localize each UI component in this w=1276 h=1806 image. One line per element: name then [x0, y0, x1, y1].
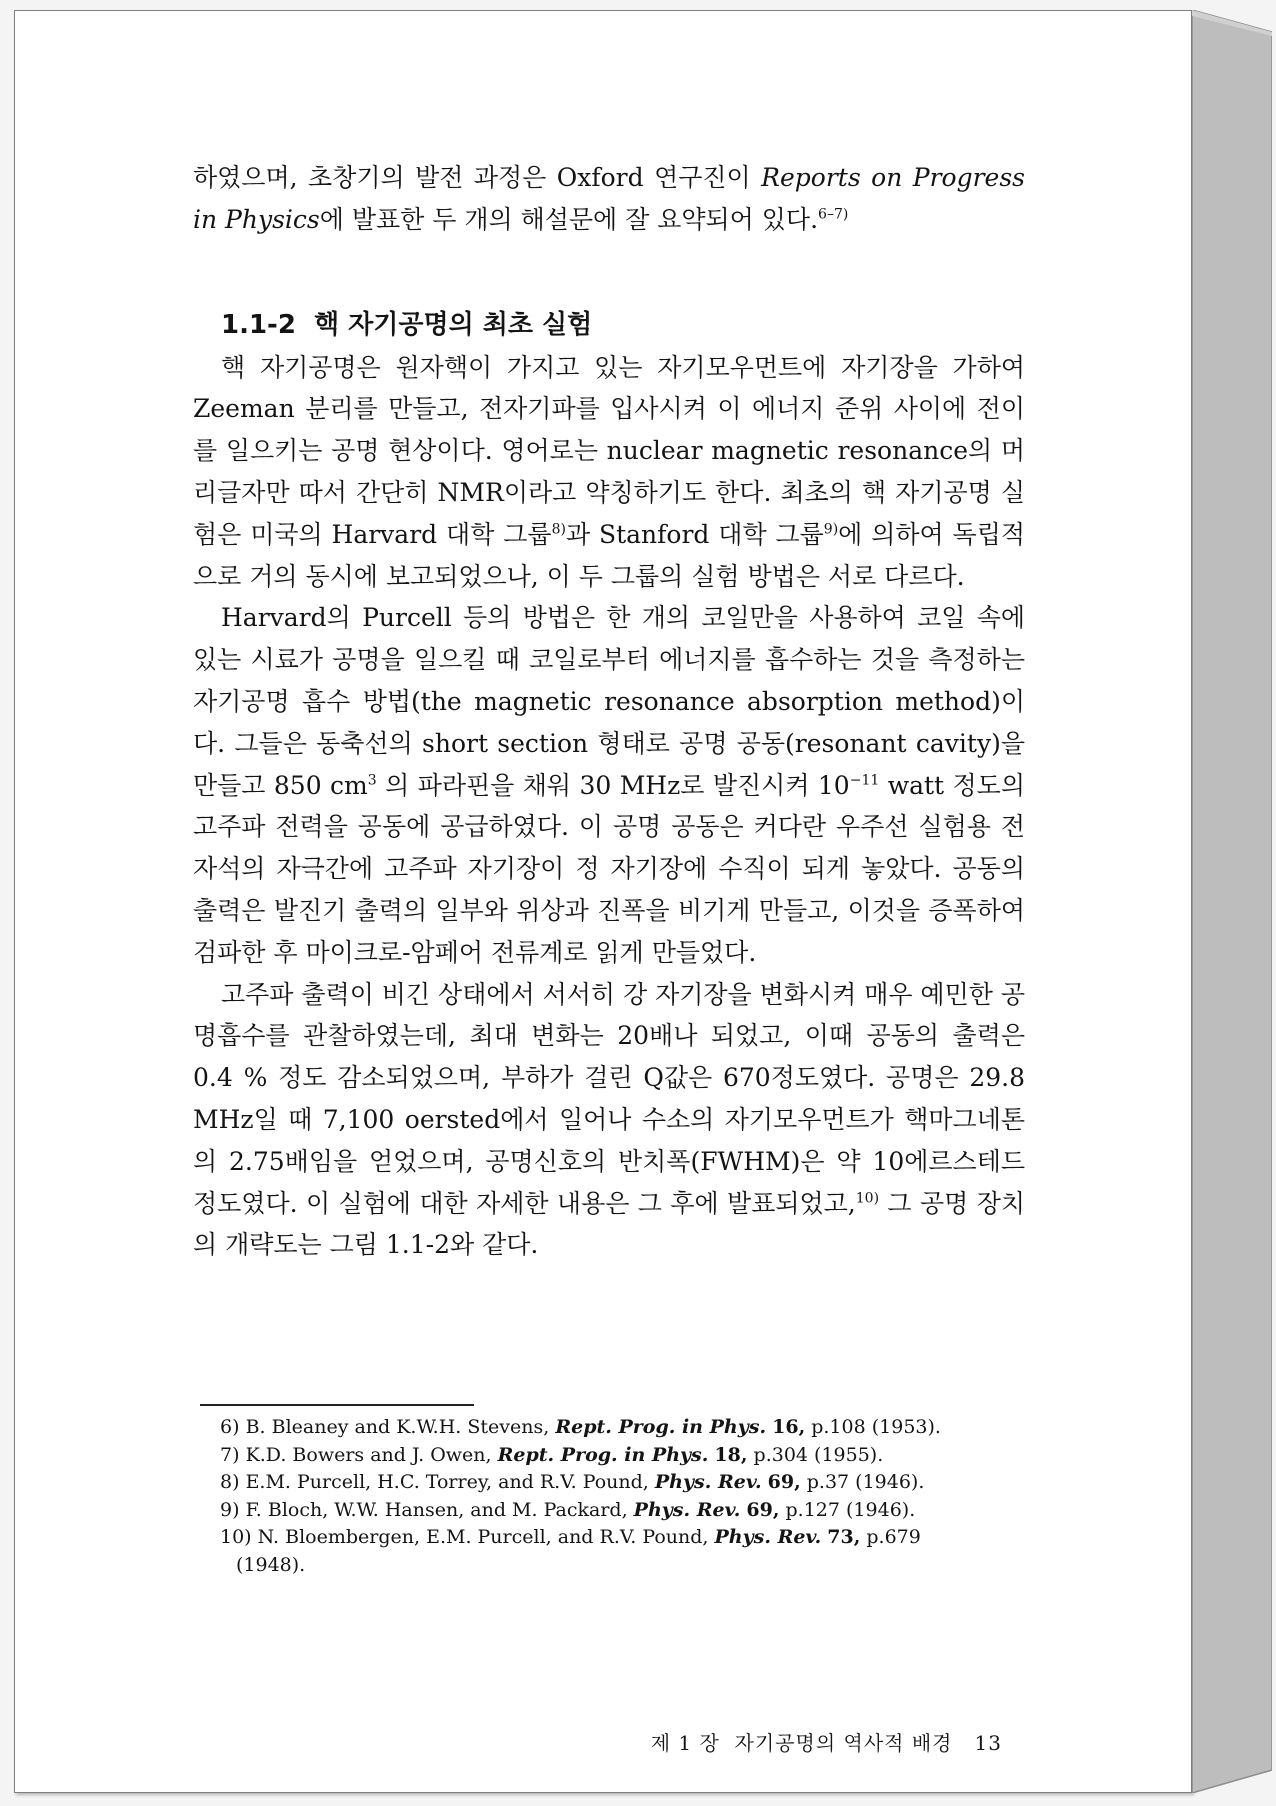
footnote-authors: K.D. Bowers and J. Owen,	[245, 1443, 492, 1466]
reference-superscript: 6–7)	[818, 206, 849, 223]
footnote-volume: 18,	[714, 1443, 748, 1466]
footnote	[200, 1469, 1026, 1497]
intro-text-continued: 에 발표한 두 개의 해설문에 잘 요약되어 있다.	[319, 204, 819, 234]
footnote	[200, 1414, 1026, 1442]
paragraph-text: watt 정도의 고주파 전력을 공동에 공급하였다. 이 공명 공동은 커다란 우주선 실험용 전자석의 자극간에 고주파 자기장이 정 자기장에 수직이 되게 놓았다. 공동의 출력은 발진기 출력의 일부와 위상과 진폭을 비기게 만들고, 이것을 증폭하여 검파한 후 마이크로-암페어 전류계로 읽게 만들었다.	[193, 770, 1025, 967]
paragraph	[193, 597, 1025, 973]
paragraph-text: Harvard의 Purcell 등의 방법은 한 개의 코일만을 사용하여 코일 속에 있는 시료가 공명을 일으킬 때 코일로부터 에너지를 흡수하는 것을 측정하는 자기공명 흡수 방법(the magnetic resonance absorption method)이다. 그들은 동축선의 short section 형태로 공명 공동(resonant cavity)을 만들고 850 cm	[193, 603, 1025, 800]
footer-title: 자기공명의 역사적 배경	[734, 1731, 953, 1755]
footnote	[200, 1442, 1026, 1470]
footnote-number: 6)	[220, 1416, 240, 1438]
page-body	[193, 157, 1025, 1266]
paragraph-text: 과 Stanford 대학 그룹	[565, 519, 824, 549]
footnote-page-year: p.679	[866, 1526, 921, 1548]
paragraph	[193, 974, 1025, 1267]
intro-paragraph	[193, 157, 1025, 241]
reference-superscript: 10)	[855, 1190, 880, 1207]
footnote-authors: B. Bleaney and K.W.H. Stevens,	[245, 1416, 550, 1438]
footnote-journal: Phys. Rev.	[714, 1526, 822, 1548]
footnote-page-year: p.304 (1955).	[753, 1443, 884, 1466]
footnote-journal: Rept. Prog. in Phys.	[497, 1443, 709, 1466]
footnote-number: 8)	[220, 1471, 240, 1493]
footnote-journal: Phys. Rev.	[633, 1498, 741, 1521]
footnote-rule	[200, 1404, 474, 1406]
footnote	[200, 1524, 1026, 1552]
footnote-journal: Rept. Prog. in Phys.	[555, 1416, 767, 1438]
exponent-superscript: −11	[849, 772, 880, 789]
footnote-number: 9)	[220, 1498, 240, 1521]
paragraph-text: 의 파라핀을 채워 30 MHz로 발진시켜 10	[376, 770, 850, 800]
footnote-number: 7)	[220, 1443, 240, 1466]
journal-title: Reports on Progress in Physics	[193, 163, 1025, 234]
paragraph	[193, 347, 1025, 598]
footnote-authors: F. Bloch, W.W. Hansen, and M. Packard,	[245, 1498, 628, 1521]
footnote-journal: Phys. Rev.	[654, 1471, 762, 1493]
book-page-edge	[1192, 10, 1272, 1793]
footnote-volume: 69,	[746, 1498, 780, 1521]
footnote-page-year: p.127 (1946).	[785, 1498, 916, 1521]
section-heading	[193, 303, 1025, 347]
footnote-continuation: (1948).	[236, 1553, 306, 1576]
paragraph-text: 에 의하여 독립적으로 거의 동시에 보고되었으나, 이 두 그룹의 실험 방법은 서로 다르다.	[193, 519, 1026, 591]
paragraph-text: 핵 자기공명은 원자핵이 가지고 있는 자기모우먼트에 자기장을 가하여 Zeeman 분리를 만들고, 전자기파를 입사시켜 이 에너지 준위 사이에 전이를 일으키는 공명 현상이다. 영어로는 nuclear magnetic resonance의 머리글자만 따서 간단히 NMR이라고 약칭하기도 한다. 최초의 핵 자기공명 실험은 미국의 Harvard 대학 그룹	[193, 352, 1025, 549]
intro-text: 하였으며, 초창기의 발전 과정은 Oxford 연구진이	[193, 163, 762, 192]
footer-chapter: 제 1 장	[650, 1731, 720, 1755]
running-footer	[612, 1727, 1002, 1756]
footnotes	[200, 1404, 1026, 1579]
reference-superscript: 9)	[823, 521, 839, 538]
footnote-volume: 16,	[772, 1416, 806, 1438]
footnote-list	[200, 1414, 1026, 1579]
footnote-volume: 73,	[827, 1526, 861, 1548]
reference-superscript: 8)	[551, 521, 566, 538]
footnote-page-year: p.108 (1953).	[811, 1416, 941, 1438]
footnote-page-year: p.37 (1946).	[806, 1471, 925, 1493]
paragraph-text: 그 공명 장치의 개략도는 그림 1.1-2와 같다.	[193, 1188, 1025, 1260]
footnote-authors: N. Bloembergen, E.M. Purcell, and R.V. Pound,	[257, 1526, 709, 1548]
footnote-number: 10)	[220, 1526, 252, 1548]
footnote	[200, 1497, 1026, 1525]
paragraph-text: 고주파 출력이 비긴 상태에서 서서히 강 자기장을 변화시켜 매우 예민한 공명흡수를 관찰하였는데, 최대 변화는 20배나 되었고, 이때 공동의 출력은 0.4 % 정도 감소되었으며, 부하가 걸린 Q값은 670정도였다. 공명은 29.8 MHz일 때 7,100 oersted에서 일어나 수소의 자기모우먼트가 핵마그네톤의 2.75배임을 얻었으며, 공명신호의 반치폭(FWHM)은 약 10에르스테드 정도였다. 이 실험에 대한 자세한 내용은 그 후에 발표되었고,	[193, 979, 1025, 1218]
page-number: 13	[974, 1731, 1002, 1755]
footnote-volume: 69,	[767, 1471, 801, 1493]
section-title: 핵 자기공명의 최초 실험	[313, 309, 593, 340]
section-number: 1.1-2	[221, 309, 296, 340]
unit-superscript: 3	[367, 772, 377, 789]
footnote-authors: E.M. Purcell, H.C. Torrey, and R.V. Pound,	[245, 1471, 649, 1493]
